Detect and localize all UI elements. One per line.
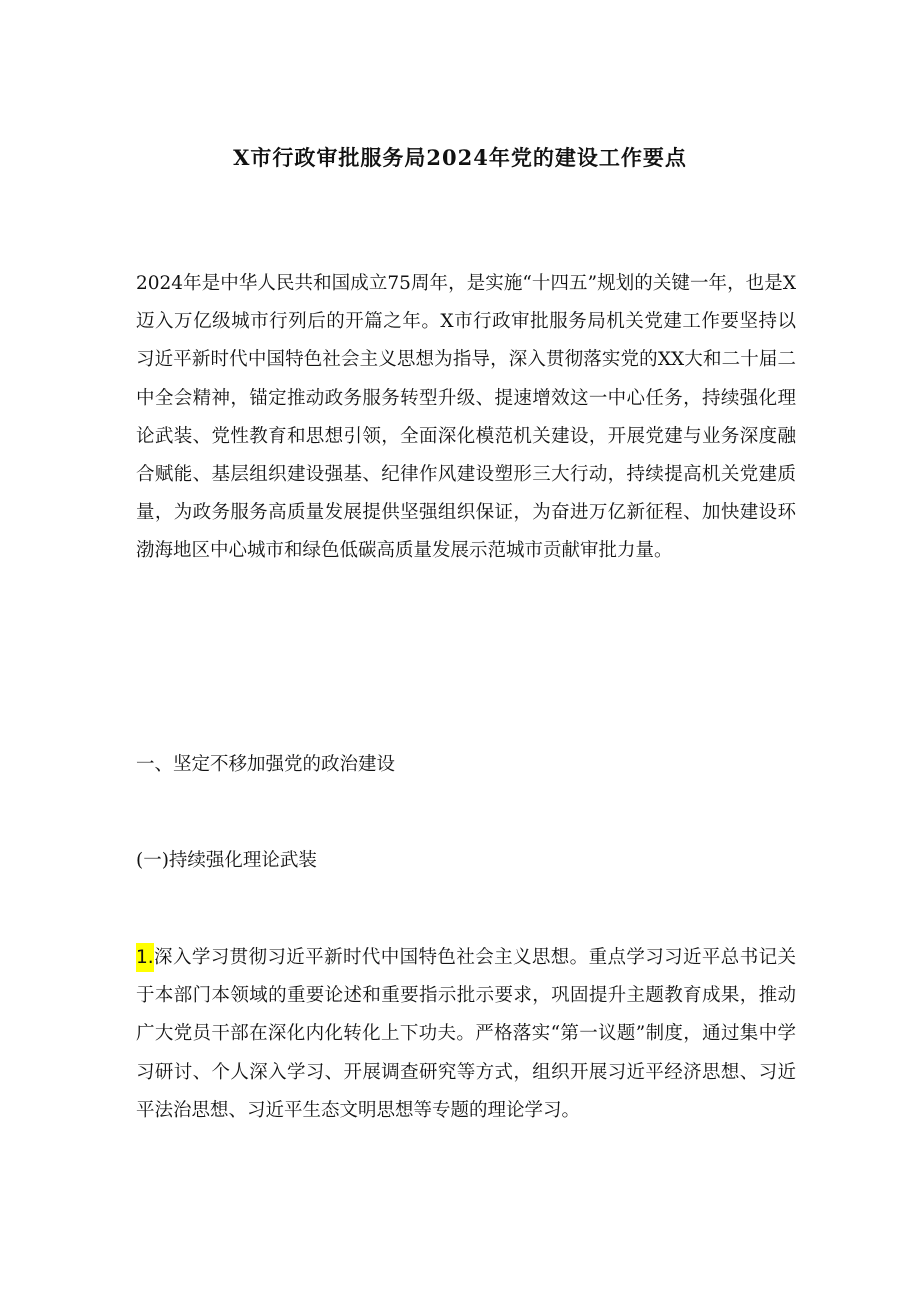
item-number-highlight: 1. [136, 943, 154, 972]
item-text: 深入学习贯彻习近平新时代中国特色社会主义思想。重点学习习近平总书记关于本部门本领域的重要论述和重要指示批示要求，巩固提升主题教育成果，推动广大党员干部在深化内化转化上下功夫。严格落实“第一议题”制度，通过集中学习研讨、个人深入学习、开展调查研究等方式，组织开展习近平经济思想、习近平法治思想、习近平生态文明思想等专题的理论学习。 [136, 947, 796, 1121]
document-title: X市行政审批服务局2024年党的建设工作要点 [233, 145, 687, 170]
subsection-heading: (一)持续强化理论武装 [136, 850, 317, 871]
section-heading: 一、坚定不移加强党的政治建设 [136, 754, 396, 775]
intro-paragraph: 2024年是中华人民共和国成立75周年，是实施“十四五”规划的关键一年，也是X迈入万亿级城市行列后的开篇之年。X市行政审批服务局机关党建工作要坚持以习近平新时代中国特色社会主义思想为指导，深入贯彻落实党的XX大和二十届二中全会精神，锚定推动政务服务转型升级、提速增效这一中心任务，持续强化理论武装、党性教育和思想引领，全面深化模范机关建设，开展党建与业务深度融合赋能、基层组织建设强基、纪律作风建设塑形三大行动，持续提高机关党建质量，为政务服务高质量发展提供坚强组织保证，为奋进万亿新征程、加快建设环渤海地区中心城市和绿色低碳高质量发展示范城市贡献审批力量。 [136, 273, 796, 562]
item-paragraph [136, 939, 796, 1130]
